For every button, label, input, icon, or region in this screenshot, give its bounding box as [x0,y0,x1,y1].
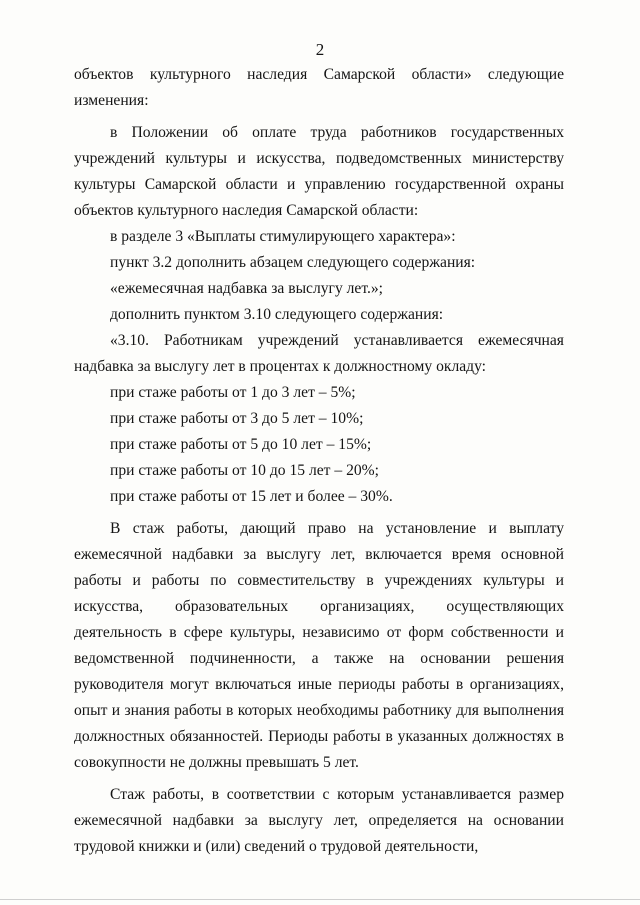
paragraph-regulation: в Положении об оплате труда работников государственных учреждений культуры и искусства, подведомственных министерству культуры Самарской области и управлению государственной охраны объектов культурного наследия Самарской области: [74,124,564,219]
scan-edge-line [0,899,640,900]
list-item-seniority-4: при стаже работы от 10 до 15 лет – 20%; [110,462,379,479]
list-item-seniority-5: при стаже работы от 15 лет и более – 30%. [110,488,393,505]
list-item-seniority-3: при стаже работы от 5 до 10 лет – 15%; [110,436,372,453]
paragraph-quote: «ежемесячная надбавка за выслугу лет.»; [110,280,384,297]
paragraph-intro: объектов культурного наследия Самарской области» следующие изменения: [74,66,564,109]
list-item-seniority-1: при стаже работы от 1 до 3 лет – 5%; [110,384,356,401]
list-item-seniority-2: при стаже работы от 3 до 5 лет – 10%; [110,410,364,427]
paragraph-seniority-rules: В стаж работы, дающий право на установление и выплату ежемесячной надбавки за выслугу лет, включается время основной работы и работы по совместительству в учреждениях культуры и искусства, образовательных организациях, осуществляющих деятельность в сфере культуры, независимо от форм собственности и ведомственной подчиненности, а также на основании решения руководителя могут включаться иные периоды работы в организациях, опыт и знания работы в которых необходимы работнику для выполнения должностных обязанностей. Периоды работы в указанных должностях в совокупности не должны превышать 5 лет. [74,520,564,771]
page-number: 2 [315,40,325,59]
paragraph-310-text: «3.10. Работникам учреждений устанавливается ежемесячная надбавка за выслугу лет в процентах к должностному окладу: [74,332,564,375]
paragraph-point32: пункт 3.2 дополнить абзацем следующего содержания: [110,254,476,271]
paragraph-point310: дополнить пунктом 3.10 следующего содержания: [110,306,444,323]
paragraph-seniority-basis: Стаж работы, в соответствии с которым устанавливается размер ежемесячной надбавки за выслугу лет, определяется на основании трудовой книжки и (или) сведений о трудовой деятельности, [74,786,564,855]
document-body [74,62,564,860]
paragraph-section3: в разделе 3 «Выплаты стимулирующего характера»: [110,228,456,245]
